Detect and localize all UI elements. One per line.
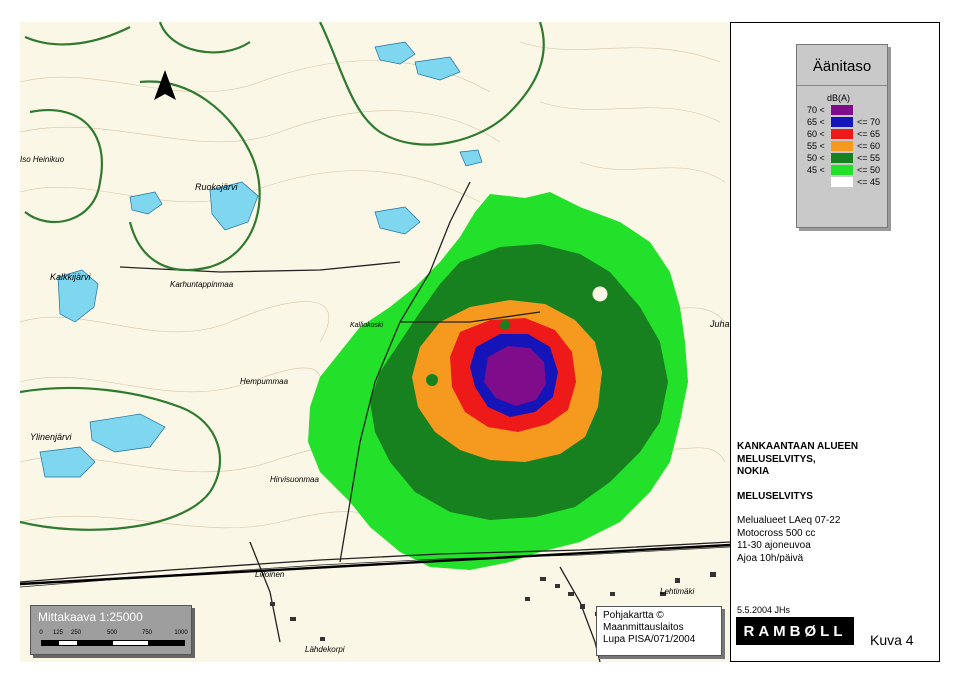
legend-lower: 55 <: [807, 141, 825, 151]
legend-swatch: [831, 117, 853, 127]
legend-lower: 60 <: [807, 129, 825, 139]
report-detail-3: 11-30 ajoneuvoa: [737, 540, 811, 551]
label-kalkkijarvi: Kalkkijärvi: [50, 272, 91, 282]
report-title-line1: KANKAANTAAN ALUEEN: [737, 441, 859, 452]
legend-row: [807, 129, 883, 140]
credit-line-2: Maanmittauslaitos: [603, 622, 684, 633]
label-juha: Juha: [710, 319, 730, 329]
report-heading: MELUSELVITYS: [737, 490, 813, 502]
legend-upper: <= 65: [857, 129, 881, 139]
report-detail-4: Ajoa 10h/päivä: [737, 552, 804, 564]
date-author: 5.5.2004 JHs: [737, 605, 791, 615]
label-kalliokoski: Kalliokoski: [350, 322, 384, 329]
legend-row: [807, 141, 883, 152]
legend-upper: <= 55: [857, 153, 881, 163]
report-title-block: [737, 441, 927, 565]
scale-tick: 250: [70, 630, 82, 636]
label-iso-heinikuo: Iso Heinikuo: [20, 155, 65, 164]
panel-divider: [730, 22, 731, 662]
label-karhuntappinmaa: Karhuntappinmaa: [170, 280, 234, 289]
label-ruokojarvi: Ruokojärvi: [195, 182, 238, 192]
legend-swatch: [831, 165, 853, 175]
figure-label: Kuva 4: [870, 632, 914, 648]
credit-line-3: Lupa PISA/071/2004: [603, 634, 696, 645]
legend-swatch: [831, 177, 853, 187]
legend-swatch: [831, 153, 853, 163]
label-lehtimaki: Lehtimäki: [660, 587, 695, 596]
label-ylinenjarvi: Ylinenjärvi: [30, 432, 72, 442]
legend-upper: <= 50: [857, 165, 881, 175]
legend-swatch: [831, 105, 853, 115]
legend-lower: 70 <: [807, 105, 825, 115]
legend-divider: [797, 85, 887, 86]
map-credit: [596, 606, 722, 656]
legend-row: [807, 153, 883, 164]
legend-upper: <= 45: [857, 177, 881, 187]
legend-lower: 50 <: [807, 153, 825, 163]
scale-title: Mittakaava 1:25000: [38, 610, 143, 624]
label-hempummaa: Hempummaa: [240, 377, 289, 386]
scale-tick: 125: [52, 630, 64, 636]
legend-lower: 65 <: [807, 117, 825, 127]
label-hirvisuonmaa: Hirvisuonmaa: [270, 475, 319, 484]
company-logo: RAMBØLL: [736, 617, 854, 645]
legend-title: Äänitaso: [812, 58, 872, 75]
scale-tick: 500: [106, 630, 118, 636]
legend-row: [807, 105, 883, 116]
scale-tick: 0: [39, 630, 43, 636]
legend-upper: <= 70: [857, 117, 881, 127]
legend-row: [807, 177, 883, 188]
report-title-line2: MELUSELVITYS,: [737, 453, 816, 465]
noise-map: [20, 22, 730, 662]
scale-tick: 1000: [174, 630, 188, 636]
report-title-line3: NOKIA: [737, 466, 770, 477]
report-detail-1: Melualueet LAeq 07-22: [737, 515, 841, 526]
legend-lower: 45 <: [807, 165, 825, 175]
report-detail-2: Motocross 500 cc: [737, 527, 816, 539]
label-lahdekorpi: Lähdekorpi: [305, 645, 345, 654]
legend-swatch: [831, 141, 853, 151]
legend-swatch: [831, 129, 853, 139]
scale-bar: [41, 640, 185, 646]
scale-tick: 750: [141, 630, 153, 636]
label-lilloinen: Lilloinen: [255, 570, 285, 579]
scale-box: [30, 605, 192, 655]
legend-upper: <= 60: [857, 141, 881, 151]
noise-level-legend: [796, 44, 888, 228]
legend-unit: dB(A): [827, 93, 851, 103]
legend-row: [807, 117, 883, 128]
legend-row: [807, 165, 883, 176]
credit-line-1: Pohjakartta ©: [603, 610, 664, 621]
